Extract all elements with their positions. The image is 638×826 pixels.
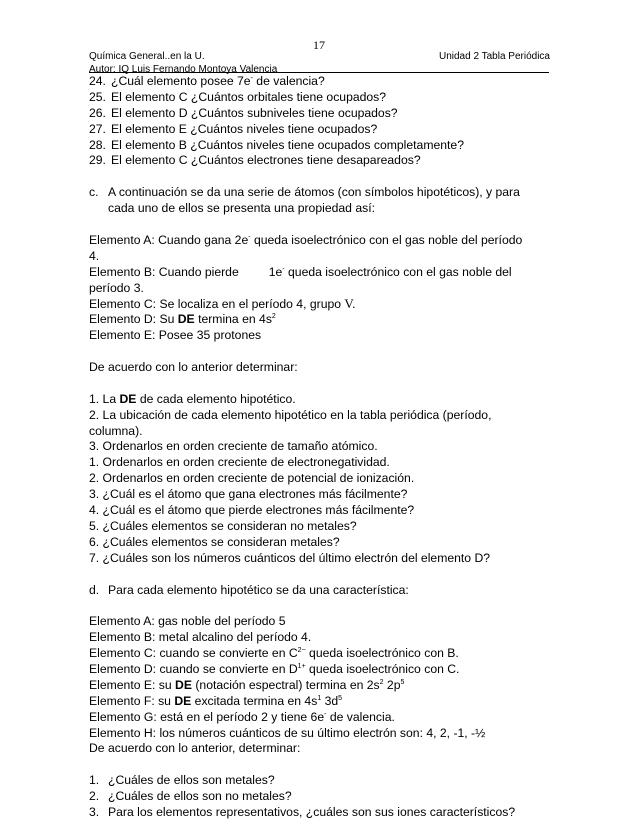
header-divider bbox=[89, 72, 549, 73]
element-b-property: Elemento B: Cuando pierde 1e- queda isoelectrónico con el gas noble del bbox=[89, 264, 512, 279]
document-body bbox=[89, 74, 559, 821]
page-number: 17 bbox=[313, 38, 325, 52]
section-d-question: 3. Para los elementos representativos, ¿cuáles son sus iones característicos? bbox=[89, 804, 516, 819]
question-29: 29. El elemento C ¿Cuántos electrones tiene desapareados? bbox=[89, 153, 421, 168]
element-a-property-cont: 4. bbox=[89, 248, 100, 263]
element-b-property-cont: período 3. bbox=[89, 280, 144, 295]
section-c-item: 6. ¿Cuáles elementos se consideran metales? bbox=[89, 534, 340, 549]
section-c-item: 3. Ordenarlos en orden creciente de tamaño atómico. bbox=[89, 439, 378, 454]
section-c-item: 2. La ubicación de cada elemento hipotético en la tabla periódica (período, bbox=[89, 407, 492, 422]
element-h-trait: Elemento H: los números cuánticos de su último electrón son: 4, 2, -1, -½ bbox=[89, 725, 486, 740]
section-c-item: 3. ¿Cuál es el átomo que gana electrones más fácilmente? bbox=[89, 487, 408, 502]
section-d-question: 2. ¿Cuáles de ellos son no metales? bbox=[89, 789, 292, 804]
element-b-trait: Elemento B: metal alcalino del período 4. bbox=[89, 630, 312, 645]
section-c-item-cont: columna). bbox=[89, 423, 143, 438]
element-c-trait: Elemento C: cuando se convierte en $C^{2-}$ queda isoelectrónico con B. bbox=[89, 646, 459, 661]
section-c-intro-cont: cada uno de ellos se presenta una propiedad así: bbox=[108, 201, 375, 216]
element-e-property: Elemento E: Posee 35 protones bbox=[89, 328, 262, 343]
header-unit: Unidad 2 Tabla Periódica bbox=[438, 51, 550, 62]
section-c-item: 7. ¿Cuáles son los números cuánticos del último electrón del elemento D? bbox=[89, 550, 491, 565]
question-26: 26. El elemento D ¿Cuántos subniveles tiene ocupados? bbox=[89, 105, 398, 120]
section-c-item: 2. Ordenarlos en orden creciente de potencial de ionización. bbox=[89, 471, 415, 486]
section-c-determine: De acuerdo con lo anterior determinar: bbox=[89, 360, 298, 375]
question-25: 25. El elemento C ¿Cuántos orbitales tiene ocupados? bbox=[89, 89, 387, 104]
element-d-property: Elemento D: Su DE termina en $4s^2$ bbox=[89, 312, 276, 327]
question-24: 24. ¿Cuál elemento posee 7e- de valencia? bbox=[89, 74, 325, 88]
element-a-trait: Elemento A: gas noble del período 5 bbox=[89, 614, 286, 629]
element-a-property: Elemento A: Cuando gana 2e- queda isoelectrónico con el gas noble del período bbox=[89, 232, 523, 247]
section-d-question: 1. ¿Cuáles de ellos son metales? bbox=[89, 773, 275, 788]
section-c-intro: c. A continuación se da una serie de átomos (con símbolos hipotéticos), y para bbox=[89, 185, 520, 200]
header-course: Química General..en la U. bbox=[89, 51, 205, 62]
element-f-trait: Elemento F: su DE excitada termina en $4s^1$ $3d^5$ bbox=[89, 693, 343, 708]
header-author: Autor: IQ Luis Fernando Montoya Valencia bbox=[89, 64, 278, 75]
question-27: 27. El elemento E ¿Cuántos niveles tiene ocupados? bbox=[89, 121, 378, 136]
section-d-intro: d. Para cada elemento hipotético se da una característica: bbox=[89, 582, 409, 597]
element-d-trait: Elemento D: cuando se convierte en $D^{1+}$ queda isoelectrónico con C. bbox=[89, 661, 460, 676]
section-c-item: 1. La DE de cada elemento hipotético. bbox=[89, 391, 296, 406]
element-c-property: Elemento C: Se localiza en el período 4, grupo V. bbox=[89, 296, 356, 312]
section-c-item: 1. Ordenarlos en orden creciente de electronegatividad. bbox=[89, 455, 390, 470]
element-e-trait: Elemento E: su DE (notación espectral) termina en $2s^2$ $2p^5$ bbox=[89, 677, 405, 692]
question-28: 28. El elemento B ¿Cuántos niveles tiene ocupados completamente? bbox=[89, 137, 464, 152]
element-g-trait: Elemento G: está en el período 2 y tiene 6e- de valencia. bbox=[89, 709, 395, 724]
section-c-item: 5. ¿Cuáles elementos se consideran no metales? bbox=[89, 518, 357, 533]
section-c-item: 4. ¿Cuál es el átomo que pierde electrones más fácilmente? bbox=[89, 503, 415, 518]
section-d-determine: De acuerdo con lo anterior, determinar: bbox=[89, 741, 301, 756]
